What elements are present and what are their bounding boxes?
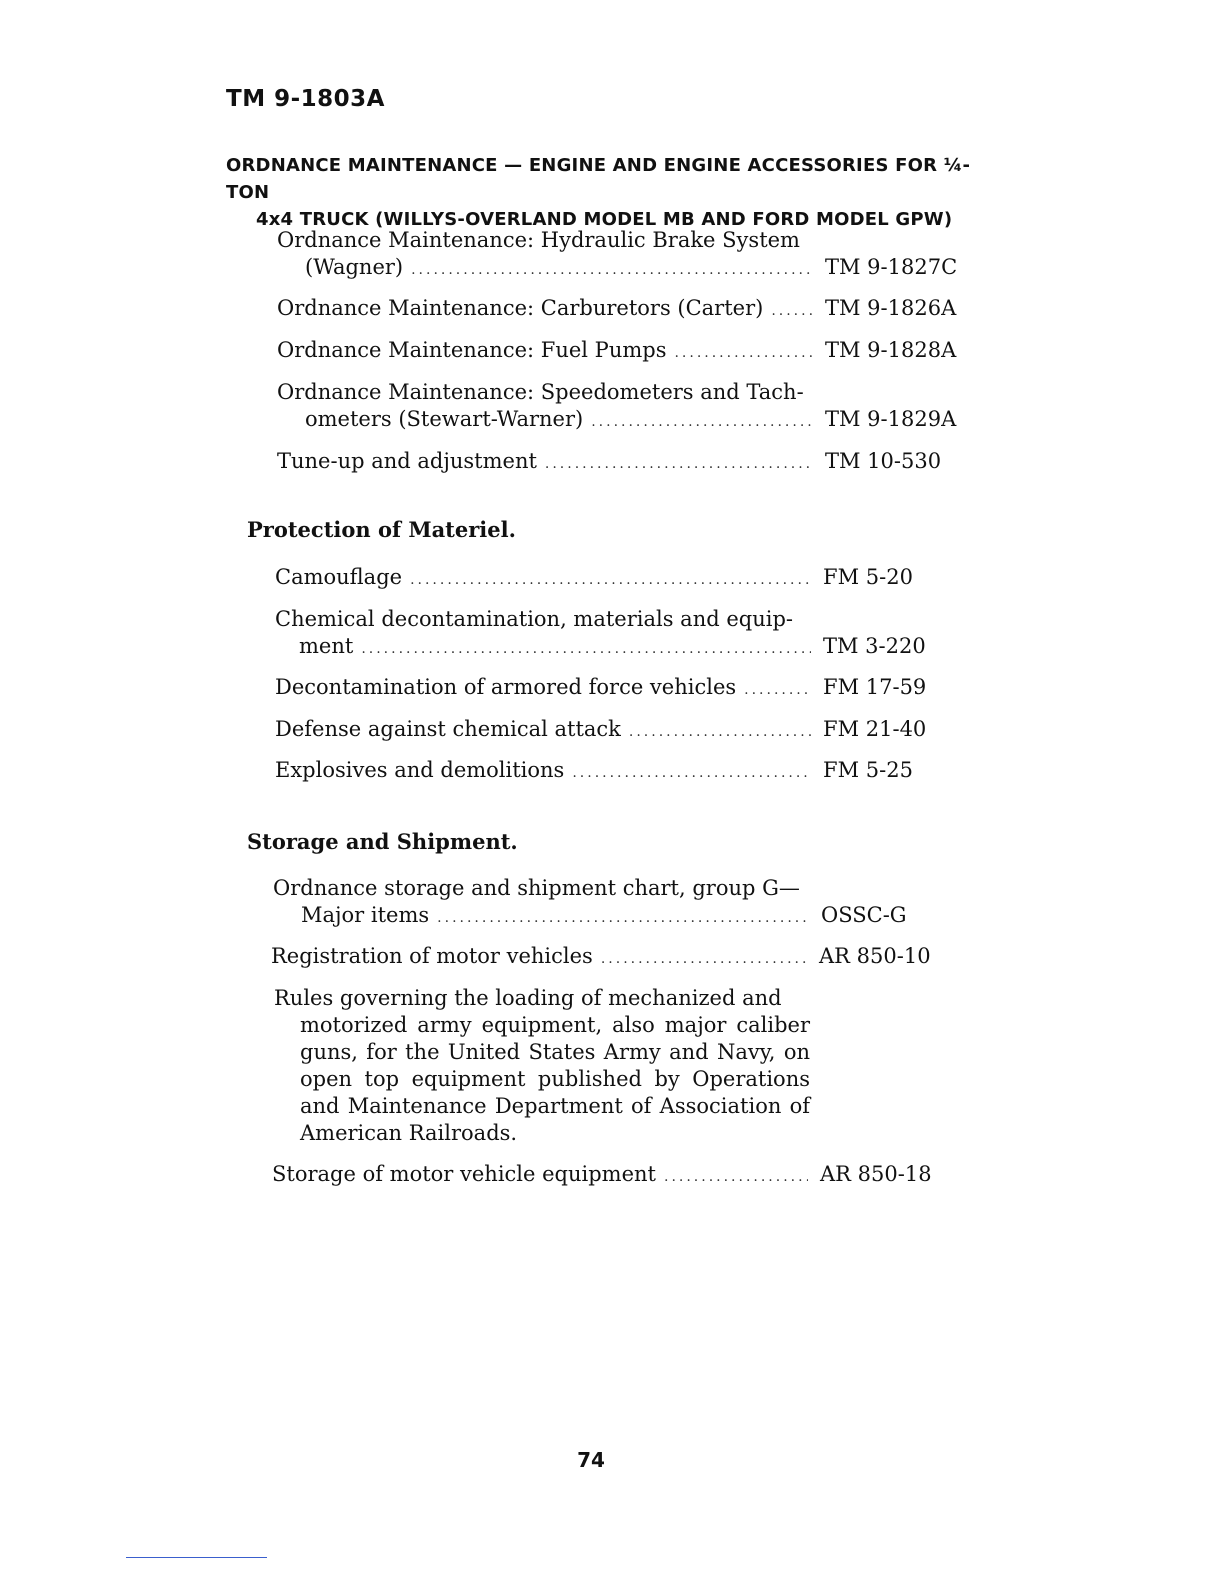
entry-title: Storage of motor vehicle equipment: [272, 1162, 656, 1186]
dot-leader: [629, 722, 811, 743]
rules-paragraph: [274, 985, 814, 1147]
section-heading-storage: Storage and Shipment.: [247, 829, 518, 854]
entry-title: Explosives and demolitions: [275, 758, 565, 782]
entry-title: Ordnance Maintenance: Carburetors (Carter): [277, 296, 764, 320]
entry-reference: TM 9-1828A: [825, 338, 957, 362]
dot-leader: [572, 763, 811, 784]
dot-leader: [437, 908, 809, 929]
dot-leader: [744, 680, 811, 701]
entry-reference: FM 17-59: [823, 675, 927, 699]
entry-title: Tune-up and adjustment: [277, 449, 537, 473]
dot-leader: [664, 1167, 808, 1188]
rules-continuation: motorized army equipment, also major caliber guns, for the United States Army and Navy, on open top equipment published by Operations and Maintenance Department of Association of American Railroads.: [300, 1013, 810, 1145]
rules-first-line: Rules governing the loading of mechanized and: [274, 986, 782, 1010]
footer-rule: [126, 1557, 267, 1558]
entry-title: Ordnance Maintenance: Hydraulic Brake System: [277, 228, 800, 252]
entry-reference: TM 10-530: [825, 449, 942, 473]
entry-title: Decontamination of armored force vehicles: [275, 675, 737, 699]
entry-title-continued: Major items: [301, 903, 430, 927]
section-heading-protection: Protection of Materiel.: [247, 517, 516, 542]
entry-reference: OSSC-G: [821, 903, 907, 927]
entry-reference: FM 5-25: [823, 758, 913, 782]
entry-title: Registration of motor vehicles: [271, 944, 593, 968]
entry-reference: AR 850-18: [820, 1162, 932, 1186]
entry-title-continued: ment: [299, 634, 354, 658]
dot-leader: [545, 454, 813, 475]
dot-leader: [674, 343, 813, 364]
document-title: [226, 152, 986, 233]
entry-reference: TM 3-220: [823, 634, 926, 658]
entry-reference: AR 850-10: [819, 944, 931, 968]
entry-reference: TM 9-1827C: [825, 255, 958, 279]
entry-title-continued: (Wagner): [305, 255, 404, 279]
dot-leader: [591, 412, 813, 433]
entry-title: Chemical decontamination, materials and equip-: [275, 607, 793, 631]
dot-leader: [601, 949, 807, 970]
entry-title: Defense against chemical attack: [275, 717, 621, 741]
document-title-line1: ORDNANCE MAINTENANCE — ENGINE AND ENGINE ACCESSORIES FOR ¼-TON: [226, 155, 971, 203]
entry-title: Ordnance Maintenance: Speedometers and Tach-: [277, 380, 804, 404]
page-number: 74: [577, 1448, 605, 1472]
entry-reference: TM 9-1829A: [825, 407, 957, 431]
entry-reference: FM 5-20: [823, 565, 913, 589]
entry-reference: FM 21-40: [823, 717, 927, 741]
entry-title: Camouflage: [275, 565, 403, 589]
entry-reference: TM 9-1826A: [825, 296, 957, 320]
dot-leader: [771, 301, 813, 322]
dot-leader: [361, 639, 811, 660]
entry-title: Ordnance storage and shipment chart, group G—: [273, 876, 800, 900]
document-title-line2: 4x4 TRUCK (WILLYS-OVERLAND MODEL MB AND FORD MODEL GPW): [256, 209, 953, 230]
dot-leader: [411, 260, 813, 281]
entry-title: Ordnance Maintenance: Fuel Pumps: [277, 338, 667, 362]
dot-leader: [410, 570, 811, 591]
tm-number: TM 9-1803A: [226, 86, 385, 112]
entry-title-continued: ometers (Stewart-Warner): [305, 407, 584, 431]
